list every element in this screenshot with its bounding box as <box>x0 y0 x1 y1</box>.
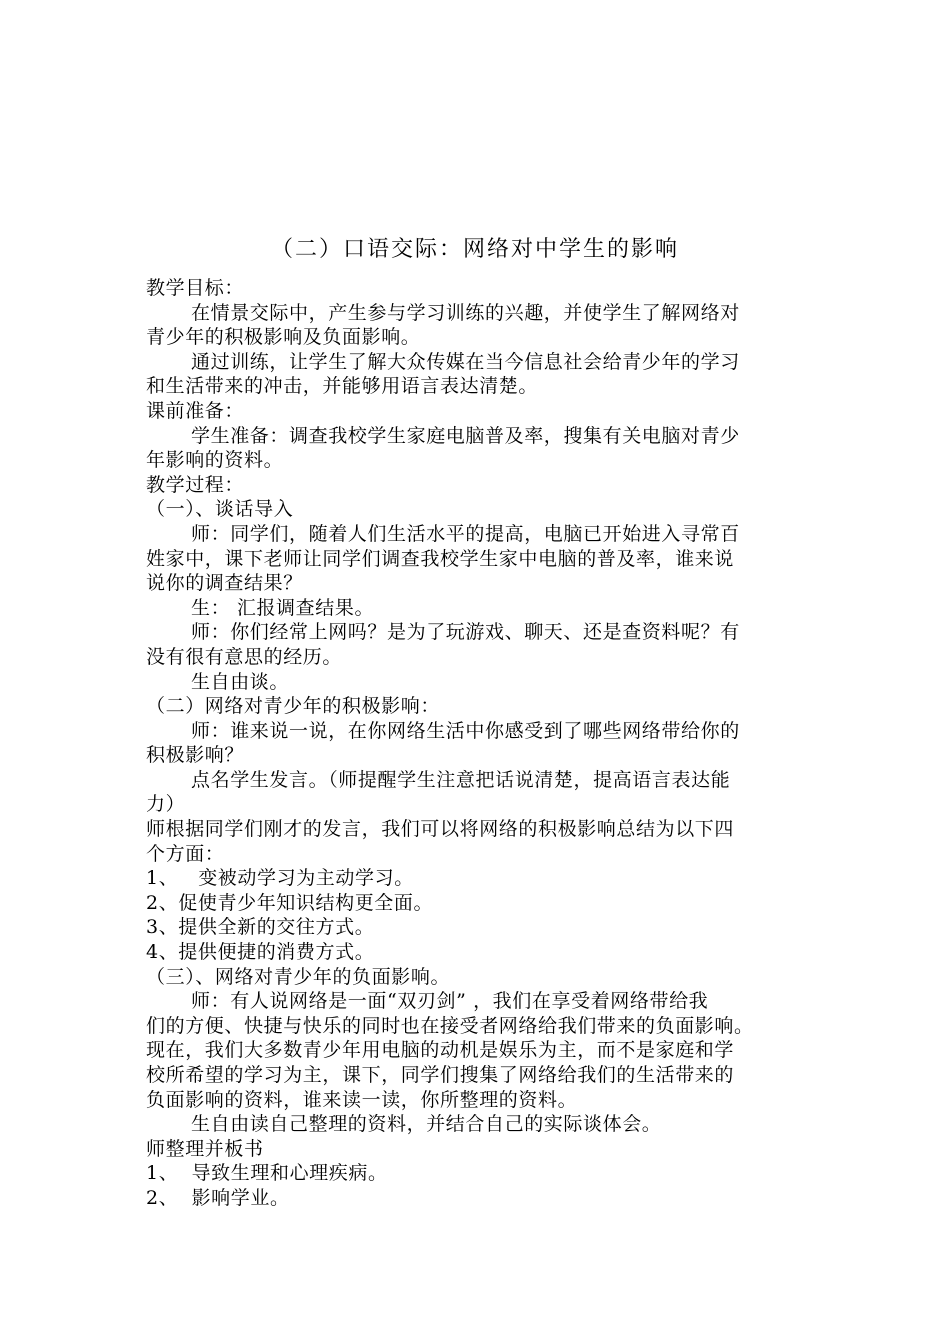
text-line: 积极影响？ <box>146 744 245 767</box>
text-line: 年影响的资料。 <box>146 449 284 472</box>
text-line: 师：有人说网络是一面“双刃剑” ，我们在享受着网络带给我 <box>191 990 709 1013</box>
text-line: 在情景交际中，产生参与学习训练的兴趣，并使学生了解网络对 <box>191 301 740 324</box>
list-item: 3、提供全新的交往方式。 <box>146 916 375 939</box>
text-line: 姓家中，课下老师让同学们调查我校学生家中电脑的普及率，谁来说 <box>146 547 735 570</box>
list-item: 1、 导致生理和心理疾病。 <box>146 1162 388 1185</box>
text-line: （一）、谈话导入 <box>146 498 294 521</box>
text-line: 青少年的积极影响及负面影响。 <box>146 326 421 349</box>
text-line: 现在，我们大多数青少年用电脑的动机是娱乐为主，而不是家庭和学 <box>146 1039 735 1062</box>
text-line: 师：同学们，随着人们生活水平的提高，电脑已开始进入寻常百 <box>191 522 740 545</box>
list-item: 1、 变被动学习为主动学习。 <box>146 867 414 890</box>
list-item: 2、促使青少年知识结构更全面。 <box>146 891 434 914</box>
list-item: 2、 影响学业。 <box>146 1186 290 1209</box>
list-item: 4、提供便捷的消费方式。 <box>146 941 375 964</box>
text-line: 师：你们经常上网吗？是为了玩游戏、聊天、还是查资料呢？有 <box>191 621 740 644</box>
text-line: 没有很有意思的经历。 <box>146 645 343 668</box>
text-line: 通过训练，让学生了解大众传媒在当今信息社会给青少年的学习 <box>191 350 740 373</box>
text-line: 课前准备： <box>146 399 245 422</box>
text-line: （二）网络对青少年的积极影响： <box>146 695 441 718</box>
text-line: 校所希望的学习为主，课下，同学们搜集了网络给我们的生活带来的 <box>146 1064 735 1086</box>
text-line: 学生准备：调查我校学生家庭电脑普及率，搜集有关电脑对青少 <box>191 424 740 447</box>
text-line: 生自由谈。 <box>191 670 290 693</box>
text-line: 生自由读自己整理的资料，并结合自己的实际谈体会。 <box>191 1113 662 1136</box>
text-line: 点名学生发言。（师提醒学生注意把话说清楚，提高语言表达能 <box>191 768 731 791</box>
document-body <box>146 276 814 1211</box>
text-line: （三）、网络对青少年的负面影响。 <box>146 965 451 988</box>
text-line: 师根据同学们刚才的发言，我们可以将网络的积极影响总结为以下四 <box>146 818 735 841</box>
text-line: 们的方便、快捷与快乐的同时也在接受者网络给我们带来的负面影响。 <box>146 1014 754 1037</box>
text-line: 说你的调查结果？ <box>146 572 303 595</box>
text-line: 负面影响的资料，谁来读一读，你所整理的资料。 <box>146 1088 578 1111</box>
text-line: 生： 汇报调查结果。 <box>191 596 375 619</box>
text-line: 师：谁来说一说，在你网络生活中你感受到了哪些网络带给你的 <box>191 719 740 742</box>
page-title: （二）口语交际：网络对中学生的影响 <box>270 237 679 262</box>
text-line: 力） <box>146 793 186 816</box>
text-line: 个方面： <box>146 842 225 865</box>
text-line: 师整理并板书 <box>146 1137 264 1160</box>
text-line: 教学过程： <box>146 473 245 496</box>
text-line: 和生活带来的冲击，并能够用语言表达清楚。 <box>146 375 539 398</box>
text-line: 教学目标： <box>146 277 245 299</box>
